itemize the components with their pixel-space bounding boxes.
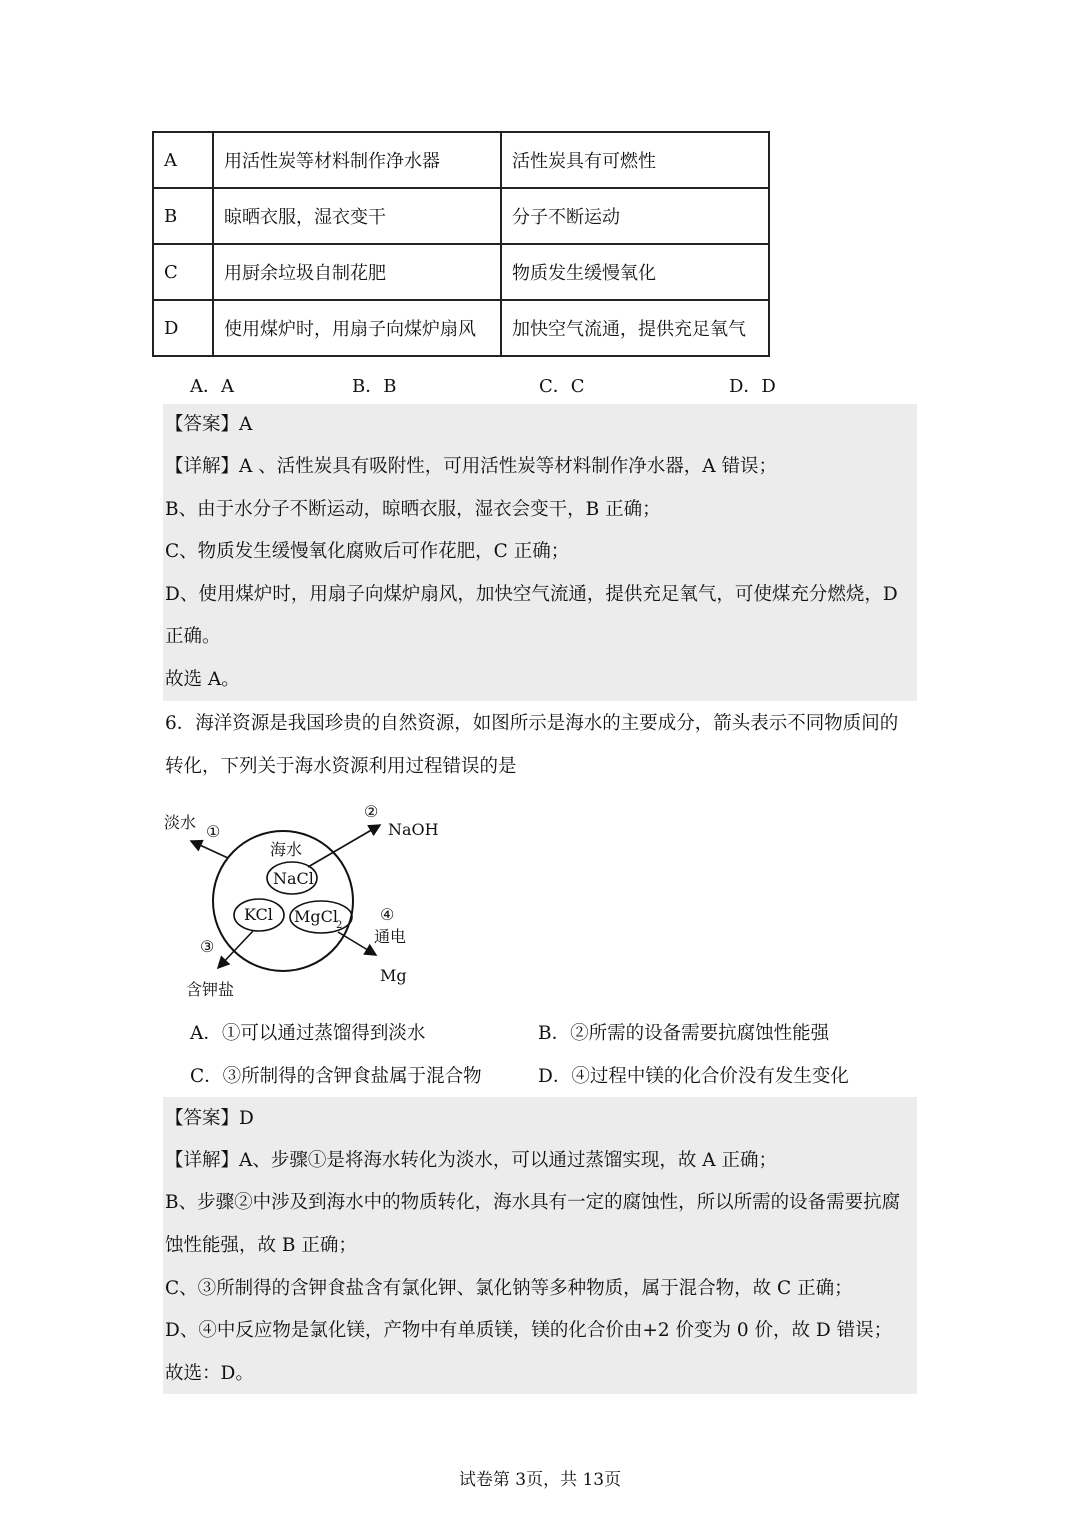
nacl-label: NaCl [273, 869, 314, 888]
row-practice: 用厨余垃圾自制花肥 [213, 244, 501, 300]
table-row [153, 188, 769, 244]
q6-explanation-line: C、③所制得的含钾食盐含有氯化钾、氯化钠等多种物质，属于混合物，故 C 正确； [165, 1278, 853, 1299]
row-letter: B [153, 188, 213, 244]
q5-explanation-line: 正确。 [165, 626, 221, 647]
table-row [153, 244, 769, 300]
arrow-step2 [308, 825, 380, 867]
q6-answer: 【答案】D [165, 1108, 254, 1129]
step2-label: ② [364, 802, 379, 821]
q6-explanation-line: 蚀性能强，故 B 正确； [165, 1235, 357, 1256]
naoh-label: NaOH [388, 820, 439, 839]
q6-choice-d[interactable]: D．④过程中镁的化合价没有发生变化 [538, 1066, 849, 1087]
step1-label: ① [206, 822, 221, 841]
options-table [152, 131, 770, 357]
q5-explanation-line: 故选 A。 [165, 669, 240, 690]
row-letter: D [153, 300, 213, 356]
q6-choice-a[interactable]: A．①可以通过蒸馏得到淡水 [190, 1023, 426, 1044]
q5-explanation-line: 【详解】A 、活性炭具有吸附性，可用活性炭等材料制作净水器，A 错误； [165, 456, 777, 477]
row-letter: A [153, 132, 213, 188]
arrow-step4 [338, 932, 376, 955]
seawater-label: 海水 [270, 840, 303, 859]
row-practice: 用活性炭等材料制作净水器 [213, 132, 501, 188]
row-principle: 物质发生缓慢氧化 [501, 244, 769, 300]
q6-choice-c[interactable]: C．③所制得的含钾食盐属于混合物 [190, 1066, 482, 1087]
mgcl2-label: MgCl [294, 907, 338, 926]
arrow-step1 [191, 841, 228, 858]
step3-label: ③ [200, 937, 215, 956]
mg-label: Mg [380, 966, 407, 985]
electrolysis-label: 通电 [374, 927, 407, 946]
q5-choices [190, 372, 776, 398]
q6-stem-line: 转化，下列关于海水资源利用过程错误的是 [165, 756, 517, 777]
q6-stem-line: 6．海洋资源是我国珍贵的自然资源，如图所示是海水的主要成分，箭头表示不同物质间的 [165, 713, 899, 734]
q5-choice-d[interactable]: D．D [729, 376, 776, 397]
q6-explanation-line: B、步骤②中涉及到海水中的物质转化，海水具有一定的腐蚀性，所以所需的设备需要抗腐 [165, 1192, 901, 1213]
q5-choice-a[interactable]: A．A [190, 376, 234, 397]
seawater-diagram [158, 795, 458, 1010]
fresh-water-label: 淡水 [164, 813, 197, 832]
q5-choice-b[interactable]: B．B [352, 376, 397, 397]
potassium-salt-label: 含钾盐 [186, 980, 235, 999]
q5-explanation-line: C、物质发生缓慢氧化腐败后可作花肥，C 正确； [165, 541, 570, 562]
row-practice: 晾晒衣服，湿衣变干 [213, 188, 501, 244]
row-principle: 加快空气流通，提供充足氧气 [501, 300, 769, 356]
q5-choice-c[interactable]: C．C [539, 376, 585, 397]
table-row [153, 132, 769, 188]
row-principle: 活性炭具有可燃性 [501, 132, 769, 188]
table-row [153, 300, 769, 356]
row-letter: C [153, 244, 213, 300]
page-footer: 试卷第 3页，共 13页 [458, 1470, 622, 1490]
mgcl2-subscript: 2 [336, 920, 343, 931]
row-principle: 分子不断运动 [501, 188, 769, 244]
kcl-label: KCl [244, 905, 273, 924]
step4-label: ④ [380, 905, 395, 924]
q5-answer: 【答案】A [165, 414, 253, 435]
q5-explanation-line: D、使用煤炉时，用扇子向煤炉扇风，加快空气流通，提供充足氧气，可使煤充分燃烧，D [165, 584, 898, 605]
row-practice: 使用煤炉时，用扇子向煤炉扇风 [213, 300, 501, 356]
q6-explanation-line: 故选：D。 [165, 1363, 254, 1384]
q6-choice-b[interactable]: B．②所需的设备需要抗腐蚀性能强 [538, 1023, 830, 1044]
q5-explanation-line: B、由于水分子不断运动，晾晒衣服，湿衣会变干，B 正确； [165, 499, 661, 520]
q6-explanation-line: 【详解】A、步骤①是将海水转化为淡水，可以通过蒸馏实现，故 A 正确； [165, 1150, 777, 1171]
q6-explanation-line: D、④中反应物是氯化镁，产物中有单质镁，镁的化合价由+2 价变为 0 价，故 D 错误； [165, 1320, 893, 1341]
